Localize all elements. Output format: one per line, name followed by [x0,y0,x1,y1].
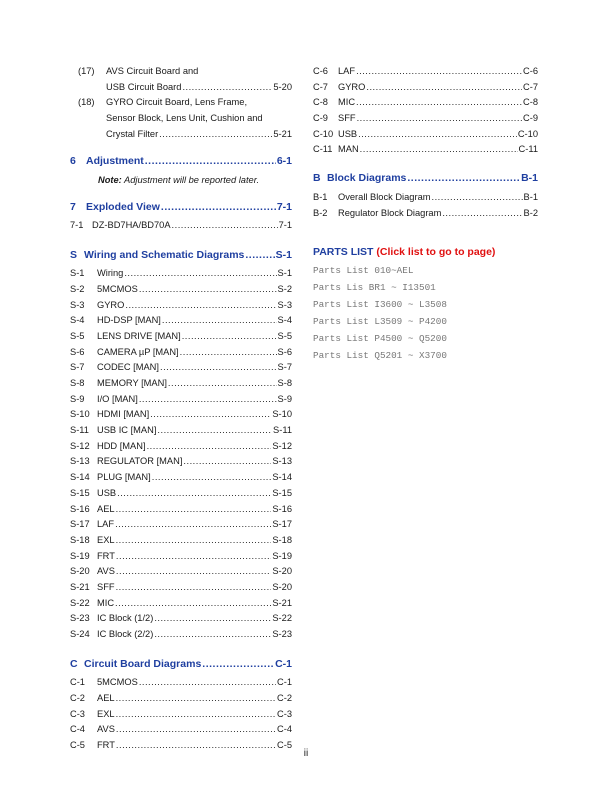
entry-number: C-6 [313,66,328,76]
entry-label: REGULATOR [MAN] [97,456,183,467]
entry-label: SFF [97,581,115,592]
toc-entry-schematic[interactable] [70,502,292,518]
entry-number: B-1 [313,191,328,202]
circuit-list-right [313,64,538,158]
dot-leader [147,439,272,455]
dot-leader [366,80,522,96]
toc-entry-block-diagram[interactable] [313,206,538,222]
entry-number: S-21 [70,581,90,592]
dot-leader [183,454,271,470]
toc-entry-schematic[interactable] [70,360,292,376]
entry-page: S-23 [272,629,292,639]
entry-label: AVS [97,724,115,735]
entry-page: S-14 [272,472,292,483]
dot-leader [116,502,272,518]
toc-entry-schematic[interactable] [70,282,292,298]
entry-page: S-1 [277,268,292,279]
entry-label: LAF [338,66,356,76]
entry-page: S-3 [277,299,292,310]
entry-number: C-3 [70,708,85,719]
dot-leader [125,298,276,314]
entry-number: S-7 [70,362,85,373]
toc-entry-schematic[interactable] [70,454,292,470]
entry-number: S-10 [70,409,90,420]
entry-number: C-4 [70,724,85,735]
entry-number: S-16 [70,503,90,514]
dot-leader [357,111,522,127]
toc-entry-circuit-board[interactable] [313,80,538,96]
entry-number: S-5 [70,330,85,341]
entry-label: PLUG [MAN] [97,472,151,483]
dot-leader [182,329,277,345]
toc-entry-schematic[interactable] [70,533,292,549]
entry-page: C-9 [523,113,538,124]
parts-list [313,262,538,364]
dot-leader [431,190,522,206]
dot-leader [157,423,272,439]
dot-leader [116,549,271,565]
toc-entry-circuit-board[interactable] [70,675,292,691]
entry-label: Wiring [97,268,124,279]
toc-entry-schematic[interactable] [70,486,292,502]
toc-entry-17[interactable]: (17) AVS Circuit Board and [78,66,199,76]
entry-number: S-4 [70,315,85,326]
toc-entry-circuit-board[interactable] [313,95,538,111]
dot-leader [168,376,277,392]
entry-label: FRT [97,740,115,751]
toc-entry-17-line2[interactable]: USB Circuit Board ..... 5-20 [70,80,292,96]
toc-entry-schematic[interactable] [70,470,292,486]
entry-label: HDMI [MAN] [97,409,150,420]
entry-page: S-11 [273,425,292,436]
adjustment-note: Note: Adjustment will be reported later. [98,175,260,186]
entry-label: AEL [97,693,115,704]
toc-entry-schematic[interactable] [70,313,292,329]
toc-entry-schematic[interactable] [70,423,292,439]
dot-leader [139,392,277,408]
toc-entry-schematic[interactable] [70,298,292,314]
dot-leader [356,64,522,80]
parts-list-link[interactable]: Parts List 010~AEL [313,265,414,277]
entry-page: S-2 [277,283,292,294]
entry-label: CAMERA µP [MAN] [97,346,179,357]
parts-list-link[interactable]: Parts Lis BR1 ~ I13501 [313,282,436,294]
section-circuit-board[interactable]: C Circuit Board Diagrams ..... C-1 [70,657,292,673]
entry-label: 5MCMOS [97,283,138,294]
dot-leader [162,313,277,329]
entry-number: S-23 [70,613,90,624]
toc-entry-schematic[interactable] [70,580,292,596]
block-list [313,190,538,221]
toc-entry-circuit-board[interactable] [70,707,292,723]
entry-label: USB [97,487,117,498]
entry-page: S-10 [272,409,292,420]
dot-leader [116,722,276,738]
entry-number: S-22 [70,597,90,608]
parts-list-link[interactable]: Parts List P4500 ~ Q5200 [313,333,447,345]
dot-leader [152,470,272,486]
parts-list-link[interactable]: Parts List L3509 ~ P4200 [313,316,447,328]
entry-page: C-1 [277,677,292,688]
entry-page: S-22 [272,613,292,624]
entry-number: S-15 [70,487,90,498]
dot-leader [442,206,522,222]
entry-label: MAN [338,144,359,155]
toc-entry-schematic[interactable] [70,611,292,627]
entry-page: S-7 [277,362,292,373]
dot-leader [124,266,276,282]
toc-entry-circuit-board[interactable] [313,142,538,158]
toc-entry-7-1[interactable]: 7-1 DZ-BD7HA/BD70A ..... 7-1 [70,218,292,234]
entry-label: I/O [MAN] [97,393,138,404]
entry-page: C-11 [518,144,538,155]
entry-number: S-13 [70,456,90,467]
page-number: ii [303,748,309,759]
entry-label: USB [338,128,358,139]
toc-entry-schematic[interactable] [70,596,292,612]
entry-page: S-9 [277,393,292,404]
section-block-diagrams[interactable]: B Block Diagrams ..... B-1 [313,171,538,187]
entry-page: S-19 [272,550,292,561]
entry-label: GYRO [338,81,366,92]
toc-entry-circuit-board[interactable] [313,111,538,127]
entry-page: C-8 [523,97,538,108]
toc-entry-schematic[interactable] [70,376,292,392]
entry-number: S-1 [70,268,85,279]
entry-page: B-2 [523,207,538,218]
entry-number: S-2 [70,283,85,294]
entry-number: C-5 [70,740,85,751]
entry-number: C-9 [313,113,328,124]
entry-page: C-2 [277,693,292,704]
dot-leader [116,707,276,723]
entry-page: S-21 [272,597,292,608]
entry-page: C-3 [277,708,292,719]
dot-leader [358,127,517,143]
entry-number: S-19 [70,550,90,561]
entry-label: EXL [97,708,115,719]
entry-label: MIC [338,97,356,108]
entry-number: B-2 [313,207,328,218]
wiring-list [70,266,292,643]
dot-leader [139,282,277,298]
entry-page: S-20 [272,581,292,592]
entry-page: C-5 [277,740,292,751]
entry-page: C-6 [523,66,538,76]
section-exploded-view[interactable]: 7 Exploded View ..... 7-1 [70,200,292,216]
entry-page: S-18 [272,534,292,545]
toc-entry-18-line3[interactable]: Crystal Filter ..... 5-21 [70,127,292,143]
toc-entry-schematic[interactable] [70,266,292,282]
section-adjustment[interactable]: 6 Adjustment ..... 6-1 [70,154,292,170]
parts-list-heading: PARTS LIST (Click list to go to page) [313,246,496,259]
toc-entry-schematic[interactable] [70,439,292,455]
entry-page: B-1 [523,191,538,202]
entry-number: S-18 [70,534,90,545]
entry-number: S-12 [70,440,90,451]
entry-page: S-4 [277,315,292,326]
entry-label: Overall Block Diagram [338,191,431,202]
entry-number: C-7 [313,81,328,92]
section-wiring-schematic[interactable]: S Wiring and Schematic Diagrams ..... S-1 [70,248,292,264]
toc-entry-schematic[interactable] [70,627,292,643]
dot-leader [116,691,276,707]
entry-label: LENS DRIVE [MAN] [97,330,181,341]
entry-page: C-4 [277,724,292,735]
entry-page: C-7 [523,81,538,92]
entry-page: S-12 [272,440,292,451]
entry-label: SFF [338,113,356,124]
toc-entry-schematic[interactable] [70,517,292,533]
toc-entry-schematic[interactable] [70,564,292,580]
dot-leader [154,611,271,627]
entry-label: EXL [97,534,115,545]
entry-label: USB IC [MAN] [97,425,157,436]
entry-number: C-1 [70,677,85,688]
parts-list-link[interactable]: Parts List I3600 ~ L3508 [313,299,447,311]
entry-number: C-2 [70,693,85,704]
entry-label: AEL [97,503,115,514]
toc-entry-circuit-board[interactable] [70,691,292,707]
toc-entry-schematic[interactable] [70,329,292,345]
toc-entry-schematic[interactable] [70,407,292,423]
toc-entry-schematic[interactable] [70,549,292,565]
toc-entry-block-diagram[interactable] [313,190,538,206]
toc-entry-circuit-board[interactable] [70,722,292,738]
dot-leader [117,486,271,502]
dot-leader [116,580,272,596]
toc-entry-circuit-board[interactable] [313,64,538,80]
dot-leader [139,675,276,691]
entry-number: S-3 [70,299,85,310]
entry-label: 5MCMOS [97,677,138,688]
entry-number: S-8 [70,378,85,388]
entry-page: C-10 [517,128,538,139]
dot-leader [160,360,277,376]
entry-number: S-20 [70,566,90,577]
dot-leader [116,533,272,549]
dot-leader [356,95,522,111]
toc-entry-schematic[interactable] [70,392,292,408]
entry-number: S-14 [70,472,90,483]
entry-number: C-11 [313,144,333,155]
toc-right-column [313,64,538,364]
entry-page: S-6 [277,346,292,357]
entry-page: S-15 [272,487,292,498]
entry-page: S-16 [272,503,292,514]
dot-leader [154,627,271,643]
toc-left-column [70,64,292,754]
entry-label: AVS [97,566,115,577]
entry-label: MIC [97,597,115,608]
entry-label: HD-DSP [MAN] [97,315,161,326]
toc-entry-schematic[interactable] [70,345,292,361]
entry-label: FRT [97,550,115,561]
dot-leader [150,407,271,423]
entry-page: S-20 [272,566,292,577]
dot-leader [360,142,518,158]
entry-label: HDD [MAN] [97,440,146,451]
entry-page: S-17 [272,519,292,530]
entry-page: S-8 [277,378,292,388]
toc-entry-18[interactable]: (18) GYRO Circuit Board, Lens Frame, [78,97,248,108]
entry-number: S-11 [70,425,89,436]
entry-label: GYRO [97,299,125,310]
entry-label: Regulator Block Diagram [338,207,442,218]
entry-number: S-17 [70,519,90,530]
dot-leader [180,345,277,361]
entry-label: MEMORY [MAN] [97,378,167,388]
entry-number: C-10 [313,128,334,139]
circuit-list-left [70,675,292,753]
entry-number: C-8 [313,97,328,108]
entry-label: CODEC [MAN] [97,362,159,373]
dot-leader [115,596,271,612]
dot-leader [116,564,271,580]
toc-entry-18-line2: Sensor Block, Lens Unit, Cushion and [106,113,263,124]
entry-number: S-24 [70,629,90,639]
entry-label: LAF [97,519,115,530]
entry-number: S-9 [70,393,85,404]
toc-entry-circuit-board[interactable] [313,127,538,143]
entry-page: S-13 [272,456,292,467]
parts-list-link[interactable]: Parts List Q5201 ~ X3700 [313,350,447,362]
entry-number: S-6 [70,346,85,357]
entry-label: IC Block (1/2) [97,613,154,624]
entry-page: S-5 [277,330,292,341]
entry-label: IC Block (2/2) [97,629,154,639]
dot-leader [115,517,271,533]
